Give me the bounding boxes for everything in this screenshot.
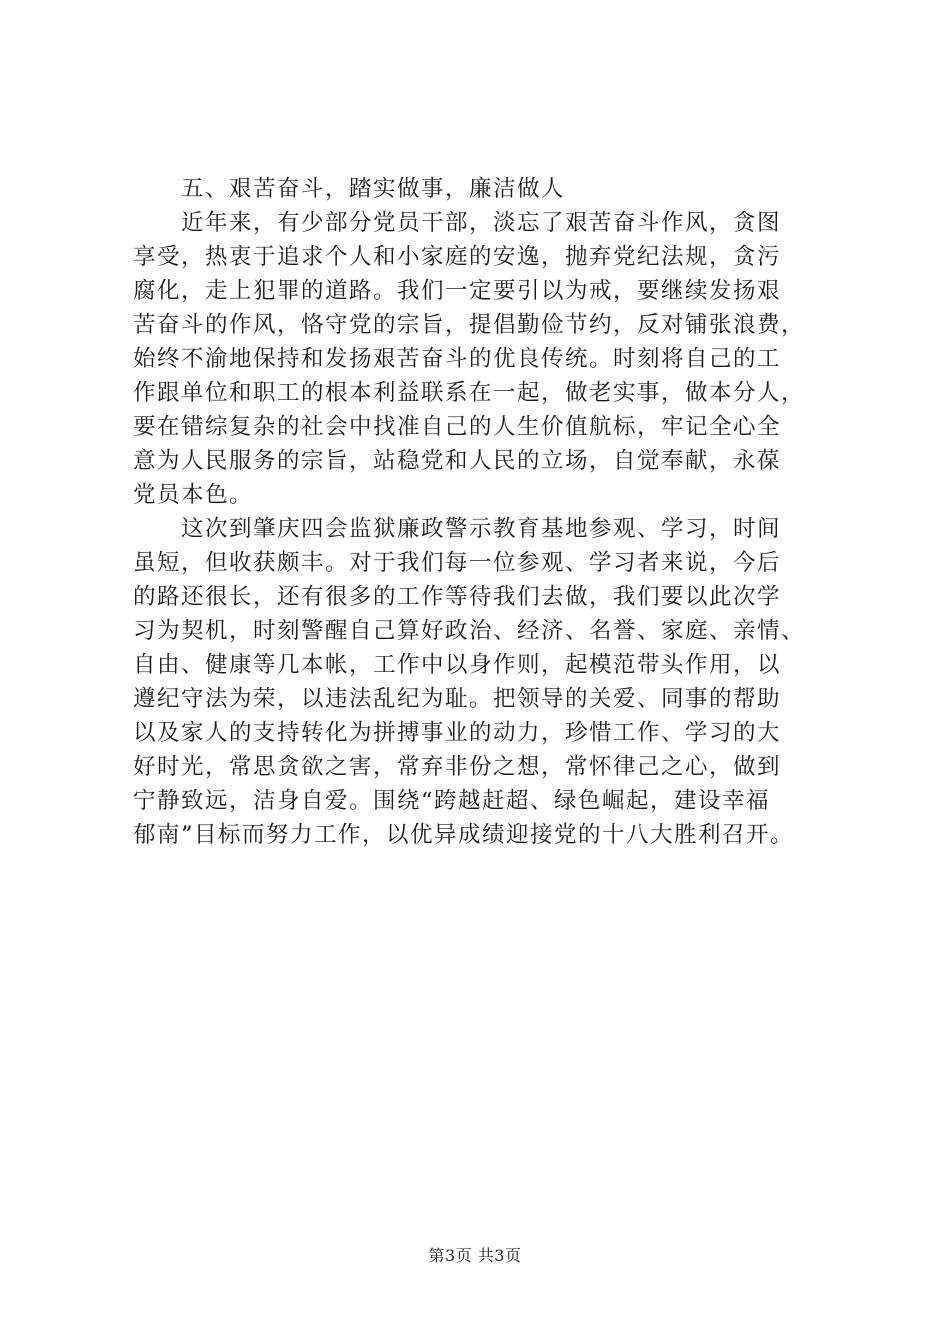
paragraph-line: 宁静致远，洁身自爱。围绕“跨越赶超、绿色崛起，建设幸福 — [133, 788, 771, 814]
page-number-footer: 第3页 共3页 — [428, 1246, 522, 1265]
paragraph-2 — [133, 512, 823, 852]
paragraph-line: 要在错综复杂的社会中找准自己的人生价值航标，牢记全心全 — [133, 414, 782, 440]
paragraph-line: 以及家人的支持转化为拼搏事业的动力，珍惜工作、学习的大 — [133, 720, 782, 746]
paragraph-line: 郁南”目标而努力工作，以优异成绩迎接党的十八大胜利召开。 — [133, 822, 795, 848]
paragraph-line: 虽短，但收获颇丰。对于我们每一位参观、学习者来说，今后 — [133, 550, 782, 576]
paragraph-line: 自由、健康等几本帐，工作中以身作则，起模范带头作用，以 — [133, 652, 782, 678]
paragraph-1 — [133, 206, 823, 512]
paragraph-line: 作跟单位和职工的根本利益联系在一起，做老实事，做本分人， — [133, 380, 806, 406]
paragraph-line: 的路还很长，还有很多的工作等待我们去做，我们要以此次学 — [133, 584, 782, 610]
paragraph-line: 意为人民服务的宗旨，站稳党和人民的立场，自觉奉献，永葆 — [133, 448, 782, 474]
paragraph-line: 这次到肇庆四会监狱廉政警示教育基地参观、学习，时间 — [181, 516, 782, 542]
paragraph-line: 党员本色。 — [133, 482, 254, 508]
paragraph-line: 享受，热衷于追求个人和小家庭的安逸，抛弃党纪法规，贪污 — [133, 244, 782, 270]
paragraph-line: 近年来，有少部分党员干部，淡忘了艰苦奋斗作风，贪图 — [181, 210, 782, 236]
paragraph-line: 遵纪守法为荣，以违法乱纪为耻。把领导的关爱、同事的帮助 — [133, 686, 782, 712]
document-body — [133, 172, 823, 852]
paragraph-line: 习为契机，时刻警醒自己算好政治、经济、名誉、家庭、亲情、 — [133, 618, 806, 644]
paragraph-line: 腐化，走上犯罪的道路。我们一定要引以为戒，要继续发扬艰 — [133, 278, 782, 304]
section-heading: 五、艰苦奋斗，踏实做事，廉洁做人 — [181, 176, 566, 202]
paragraph-line: 好时光，常思贪欲之害，常弃非份之想，常怀律己之心，做到 — [133, 754, 782, 780]
paragraph-line: 苦奋斗的作风，恪守党的宗旨，提倡勤俭节约，反对铺张浪费， — [133, 312, 806, 338]
paragraph-line: 始终不渝地保持和发扬艰苦奋斗的优良传统。时刻将自己的工 — [133, 346, 782, 372]
